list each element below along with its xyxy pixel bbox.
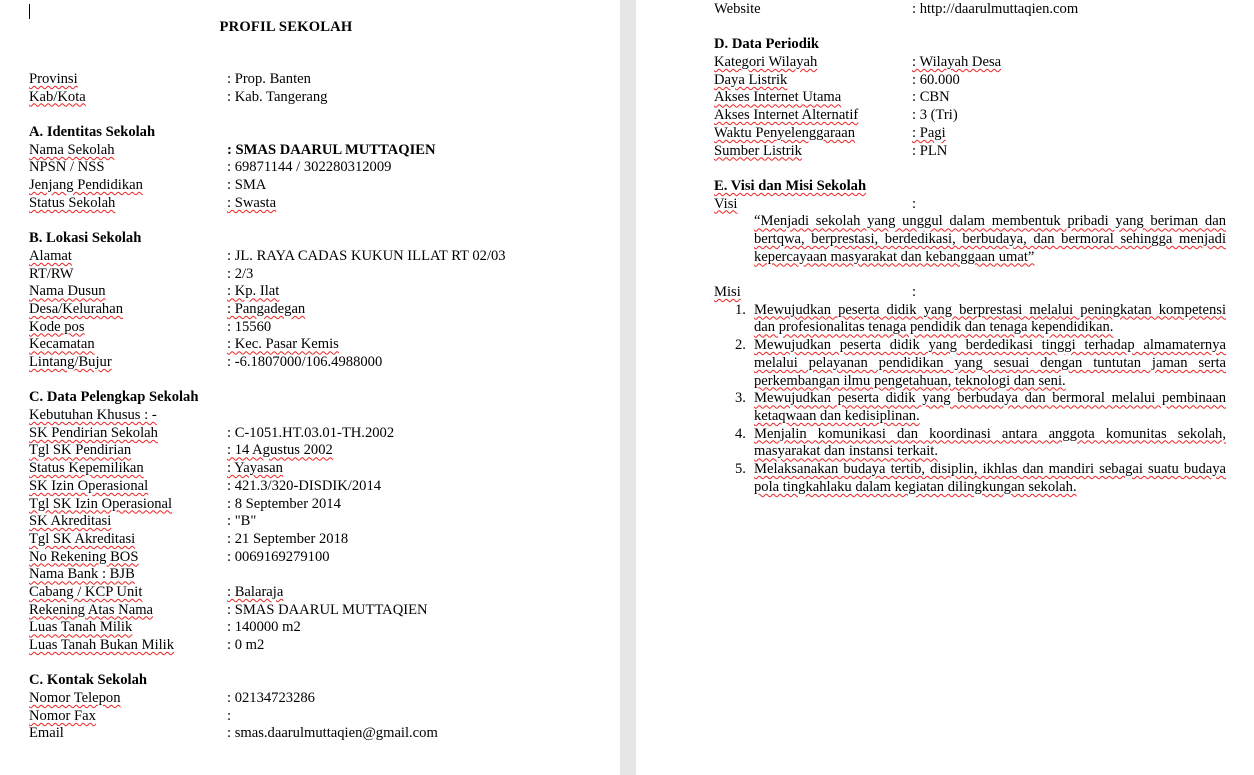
section-heading-visi-misi: E. Visi dan Misi Sekolah xyxy=(714,177,867,194)
field-row-rtrw: RT/RW : 2/3 xyxy=(29,265,254,282)
field-row-npsn: NPSN / NSS : 69871144 / 302280312009 xyxy=(29,159,392,176)
field-row-lintang: Lintang/Bujur : -6.1807000/106.4988000 xyxy=(29,354,383,370)
field-row-rekening-nama: Rekening Atas Nama : SMAS DAARUL MUTTAQIEN xyxy=(29,601,428,618)
misi-item: 2. Mewujudkan peserta didik yang berdedikasi tinggi terhadap almamaternya melalui pelayanan pendidikan yang sesuai dengan tuntutan jaman serta perkembangan ilmu pengetahuan, teknologi dan seni. xyxy=(735,337,1226,389)
field-row-sumber-listrik: Sumber Listrik : PLN xyxy=(714,142,948,159)
document-page-right[interactable] xyxy=(636,0,1254,775)
section-heading-lokasi: B. Lokasi Sekolah xyxy=(29,230,142,247)
profile-right-column xyxy=(714,1,1234,496)
field-row-kategori-wilayah: Kategori Wilayah : Wilayah Desa xyxy=(714,54,1002,71)
misi-item: 5. Melaksanakan budaya tertib, disiplin, ikhlas dan mandiri sebagai suatu budaya pola tingkahlaku dalam kegiatan dilingkungan sekolah. xyxy=(735,461,1226,495)
field-row-kecamatan: Kecamatan : Kec. Pasar Kemis xyxy=(29,336,339,353)
field-row-kepemilikan: Status Kepemilikan : Yayasan xyxy=(29,460,283,477)
field-row-internet-utama: Akses Internet Utama : CBN xyxy=(714,89,950,106)
field-row-cabang: Cabang / KCP Unit : Balaraja xyxy=(29,583,284,600)
field-row-rekening-bos: No Rekening BOS : 0069169279100 xyxy=(29,548,330,565)
field-row-status: Status Sekolah : Swasta xyxy=(29,194,277,211)
visi-text: “Menjadi sekolah yang unggul dalam membentuk pribadi yang beriman dan bertqwa, berprestasi, berdedikasi, berbudaya, dan bermoral sehingga menjadi kepercayaan masyarakat dan kebanggaan umat” xyxy=(754,213,1226,265)
field-row-provinsi: Provinsi : Prop. Banten xyxy=(29,71,311,87)
field-row-sk-pendirian: SK Pendirian Sekolah : C-1051.HT.03.01-TH.2002 xyxy=(29,424,395,441)
text-cursor xyxy=(29,4,30,19)
misi-label-row: Misi : xyxy=(714,284,917,301)
field-row-desa: Desa/Kelurahan : Pangadegan xyxy=(29,300,306,317)
field-row-dusun: Nama Dusun : Kp. Ilat xyxy=(29,283,280,300)
profile-left-column xyxy=(29,71,610,743)
field-row-luas-bukan-milik: Luas Tanah Bukan Milik : 0 m2 xyxy=(29,637,265,653)
field-row-telepon: Nomor Telepon : 02134723286 xyxy=(29,690,315,707)
field-row-jenjang: Jenjang Pendidikan : SMA xyxy=(29,177,267,194)
section-heading-periodik: D. Data Periodik xyxy=(714,36,819,53)
field-row-kabkota: Kab/Kota : Kab. Tangerang xyxy=(29,88,328,105)
field-row-email: Email : smas.daarulmuttaqien@gmail.com xyxy=(29,725,438,742)
document-page-left[interactable] xyxy=(0,0,620,775)
field-row-kodepos: Kode pos : 15560 xyxy=(29,318,272,335)
misi-item: 3. Mewujudkan peserta didik yang berbudaya dan bermoral melalui pembinaan ketaqwaan dan kedisiplinan. xyxy=(735,390,1226,424)
field-row-nama-bank: Nama Bank : BJB xyxy=(29,566,135,583)
section-heading-identitas: A. Identitas Sekolah xyxy=(29,124,156,141)
document-title: PROFIL SEKOLAH xyxy=(219,19,353,35)
section-heading-pelengkap: C. Data Pelengkap Sekolah xyxy=(29,389,199,406)
misi-item: 1. Mewujudkan peserta didik yang berprestasi melalui peningkatan kompetensi dan profesionalitas tenaga pendidik dan tenaga kependidikan. xyxy=(735,301,1226,336)
field-row-alamat: Alamat : JL. RAYA CADAS KUKUN ILLAT RT 02/03 xyxy=(29,247,506,264)
misi-item: 4. Menjalin komunikasi dan koordinasi antara anggota komunitas sekolah, masyarakat dan instansi terkait. xyxy=(735,425,1226,460)
page-gap xyxy=(620,0,636,775)
field-row-waktu: Waktu Penyelenggaraan : Pagi xyxy=(714,124,946,141)
field-row-fax: Nomor Fax : xyxy=(29,707,232,724)
field-row-luas-milik: Luas Tanah Milik : 140000 m2 xyxy=(29,619,301,636)
field-row-tgl-akreditasi: Tgl SK Akreditasi : 21 September 2018 xyxy=(29,530,349,547)
field-row-tgl-izin: Tgl SK Izin Operasional : 8 September 2014 xyxy=(29,495,341,512)
field-row-kebutuhan: Kebutuhan Khusus : - xyxy=(29,407,157,424)
field-row-internet-alternatif: Akses Internet Alternatif : 3 (Tri) xyxy=(714,107,958,124)
field-row-daya-listrik: Daya Listrik : 60.000 xyxy=(714,71,960,88)
misi-list xyxy=(714,302,1234,497)
field-row-sk-izin: SK Izin Operasional : 421.3/320-DISDIK/2014 xyxy=(29,477,382,494)
section-heading-kontak: C. Kontak Sekolah xyxy=(29,672,147,689)
field-row-nama-sekolah: Nama Sekolah : SMAS DAARUL MUTTAQIEN xyxy=(29,141,436,158)
field-row-tgl-pendirian: Tgl SK Pendirian : 14 Agustus 2002 xyxy=(29,442,333,459)
field-row-website: Website : http://daarulmuttaqien.com xyxy=(714,1,1079,17)
field-row-sk-akreditasi: SK Akreditasi : "B" xyxy=(29,513,257,530)
visi-label-row: Visi : xyxy=(714,195,917,212)
